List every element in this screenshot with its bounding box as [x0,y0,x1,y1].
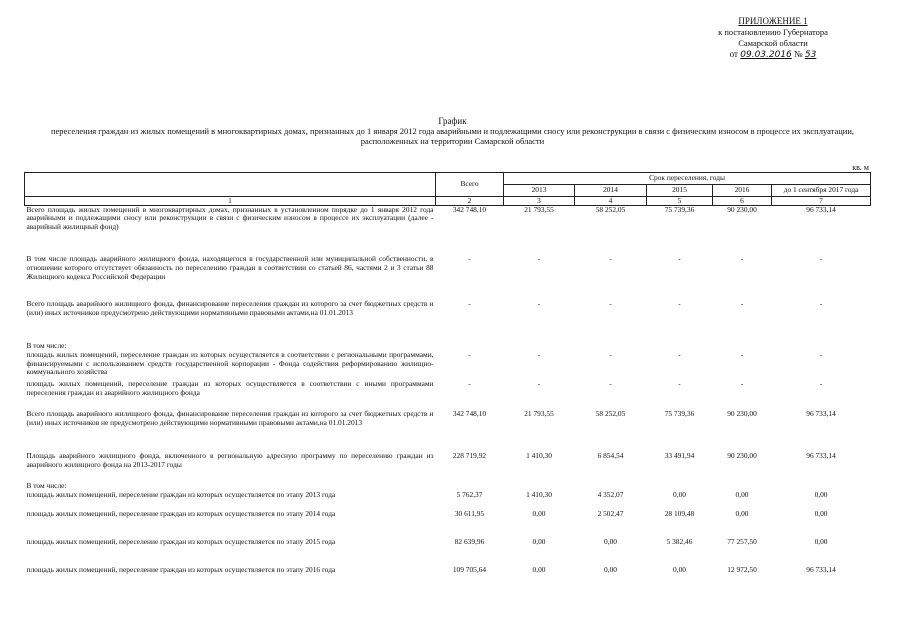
row-value: 90 230,00 [727,204,757,214]
row-value: - [468,254,471,264]
table-row [25,380,871,410]
row-text: площадь жилых помещений, переселение граждан из которых осуществляется по этапу 2014 года [26,509,336,519]
row-value: 0,00 [532,537,546,547]
row-description [25,566,436,588]
column-index: 7 [772,196,871,205]
header-description [25,173,436,197]
row-value: 82 639,96 [454,537,485,547]
row-value: - [537,350,541,360]
row-value: 96 733,14 [806,409,836,419]
header-year: 2013 [504,184,575,196]
row-value: 21 793,55 [524,204,554,214]
table-row [25,300,871,342]
table-row [25,566,871,588]
row-value: - [537,379,541,389]
row-value: - [740,299,744,309]
row-text: площадь жилых помещений, переселение граждан из которых осуществляется по этапу 2013 года [26,489,336,499]
header-period: Срок переселения, годы [504,173,871,185]
row-description [25,410,436,452]
table-row [25,342,871,380]
row-value: 30 611,95 [454,509,485,519]
document-title: График [438,116,467,126]
row-text: Всего площадь аварийного жилищного фонда, финансирование переселения граждан из которого за счет бюджетных средств и (или) иных источников не предусмотрено действующими нормативными правовыми актами,на 01.01.2013 [26,409,434,427]
header-year: 2016 [713,184,772,196]
appendix-date-line [703,49,843,61]
row-value: 33 491,94 [664,451,695,461]
row-value: 90 230,00 [727,451,757,461]
row-value: 0,00 [673,490,686,500]
row-value: 1 410,30 [526,451,552,461]
row-value: - [609,379,612,389]
row-value: - [468,299,471,309]
row-value: 109 705,64 [452,565,487,575]
handwritten-date: 09.03.2016 [740,50,792,60]
row-text: площадь жилых помещений, переселение граждан из которых осуществляется в соответствии с региональными программами, финансируемыми с использованием средств государственной корпорации - Фонда содействия реформированию жилищно-коммунального хозяйства [26,349,434,377]
column-index: 2 [436,196,504,205]
row-value: 0,00 [735,509,749,519]
row-value: 0,00 [673,565,686,575]
row-value: 96 733,14 [806,451,836,461]
table-row [25,452,871,482]
row-value: 342 748,10 [452,409,487,419]
row-value: - [609,350,612,360]
header-year: 2014 [575,184,647,196]
row-text: площадь жилых помещений, переселение граждан из которых осуществляется по этапу 2016 года [26,565,336,575]
row-value: - [678,350,681,360]
appendix-line-2: Самарской области [738,38,808,48]
row-value: 0,00 [604,565,617,575]
row-description [25,510,436,538]
row-value: - [819,299,823,309]
header-year: 2015 [647,184,713,196]
row-value: 0,00 [814,490,828,500]
handwritten-number: 53 [804,50,817,60]
row-value: - [740,350,744,360]
row-value: 2 502,47 [597,509,624,519]
row-value: 58 252,05 [595,204,626,214]
row-text: Всего площадь жилых помещений в многоквартирных домах, признанных в установленном порядке до 1 января 2012 года аварийными и подлежащими сносу или реконструкции в связи с физическим износом в процессе их эксплуатации (далее - аварийный жилищный фонд) [26,204,434,232]
row-prefix: В том числе: [26,481,67,491]
row-value: - [468,350,471,360]
table-row [25,538,871,566]
row-value: 75 739,36 [664,409,695,419]
row-value: 5 382,46 [666,537,693,547]
row-value: 0,00 [532,565,546,575]
row-value: - [678,254,681,264]
row-text: Всего площадь аварийного жилищного фонда, финансирование переселения граждан из которого за счет бюджетных средств и (или) иных источников предусмотрено действующими нормативными правовыми актами,на 01.01.2013 [26,299,434,317]
row-value: - [678,379,681,389]
row-value: - [609,299,612,309]
row-description [25,482,436,510]
row-text: Площадь аварийного жилищного фонда, включенного в региональную адресную программу по переселению граждан из аварийного жилищного фонда на 2013-2017 годы [26,451,434,469]
row-value: 90 230,00 [727,409,757,419]
row-value: 12 972,50 [727,565,757,575]
row-value: 0,00 [604,537,617,547]
row-value: 0,00 [814,509,828,519]
row-description [25,300,436,342]
row-value: - [819,350,823,360]
appendix-title: ПРИЛОЖЕНИЕ 1 [738,16,808,26]
row-value: 6 854,54 [597,451,624,461]
row-text: площадь жилых помещений, переселение граждан из которых осуществляется по этапу 2015 года [26,537,336,547]
row-value: 0,00 [532,509,546,519]
row-description [25,380,436,410]
row-value: - [740,254,744,264]
column-index: 6 [713,196,772,205]
document-heading [30,116,875,146]
row-text: площадь жилых помещений, переселение граждан из которых осуществляется в соответствии с иными программами переселения граждан из аварийного жилищного фонда [26,379,434,397]
row-text: В том числе площадь аварийного жилищного фонда, находящегося в государственной или муниципальной собственности, в отношении которого отсутствует обязанность по переселению граждан в соответствии со статьей 86, частями 2 и 3 статьи 88 Жилищного кодекса Российской Федерации [26,254,434,281]
date-prefix: от [729,49,738,59]
column-index: 4 [575,196,647,205]
header-year: до 1 сентября 2017 года [772,184,871,196]
row-description [25,452,436,482]
row-value: 96 733,14 [806,204,836,214]
row-value: 75 739,36 [664,204,695,214]
appendix-line-1: к постановлению Губернатора [718,27,828,37]
row-description [25,205,436,255]
row-description [25,538,436,566]
column-index: 5 [647,196,713,205]
row-value: - [468,379,471,389]
row-value: 228 719,92 [452,451,487,461]
resettlement-table [24,172,871,588]
header-total: Всего [436,173,504,197]
row-value: 5 762,37 [456,490,483,500]
row-value: 58 252,05 [595,409,626,419]
appendix-block [703,16,843,61]
row-value: 0,00 [814,537,828,547]
table-row [25,510,871,538]
table-row [25,410,871,452]
row-value: - [537,299,541,309]
row-prefix: В том числе: [26,341,67,351]
table-row [25,482,871,510]
row-description [25,342,436,380]
row-value: - [678,299,681,309]
row-value: 1 410,30 [526,490,552,500]
row-value: 4 352,07 [597,490,624,500]
row-description [25,255,436,300]
row-value: 28 109,48 [664,509,695,519]
column-index: 3 [504,196,575,205]
unit-label: кв. м [852,163,869,172]
document-subtitle: переселения граждан из жилых помещений в многоквартирных домах, признанных до 1 января 2012 года аварийными и подлежащими сносу или реконструкции в связи с физическим износом в процессе их эксплуатации, расположенных на территории Самарской области [50,126,855,146]
row-value: 77 257,50 [727,537,757,547]
row-value: - [537,254,541,264]
row-value: - [819,379,823,389]
row-value: 0,00 [735,490,749,500]
column-index: 1 [25,196,436,205]
row-value: 342 748,10 [452,204,487,214]
row-value: - [740,379,744,389]
row-value: 96 733,14 [806,565,836,575]
table-row [25,205,871,255]
row-value: - [819,254,823,264]
row-value: - [609,254,612,264]
number-prefix: № [794,49,803,59]
row-value: 21 793,55 [524,409,554,419]
table-row [25,255,871,300]
